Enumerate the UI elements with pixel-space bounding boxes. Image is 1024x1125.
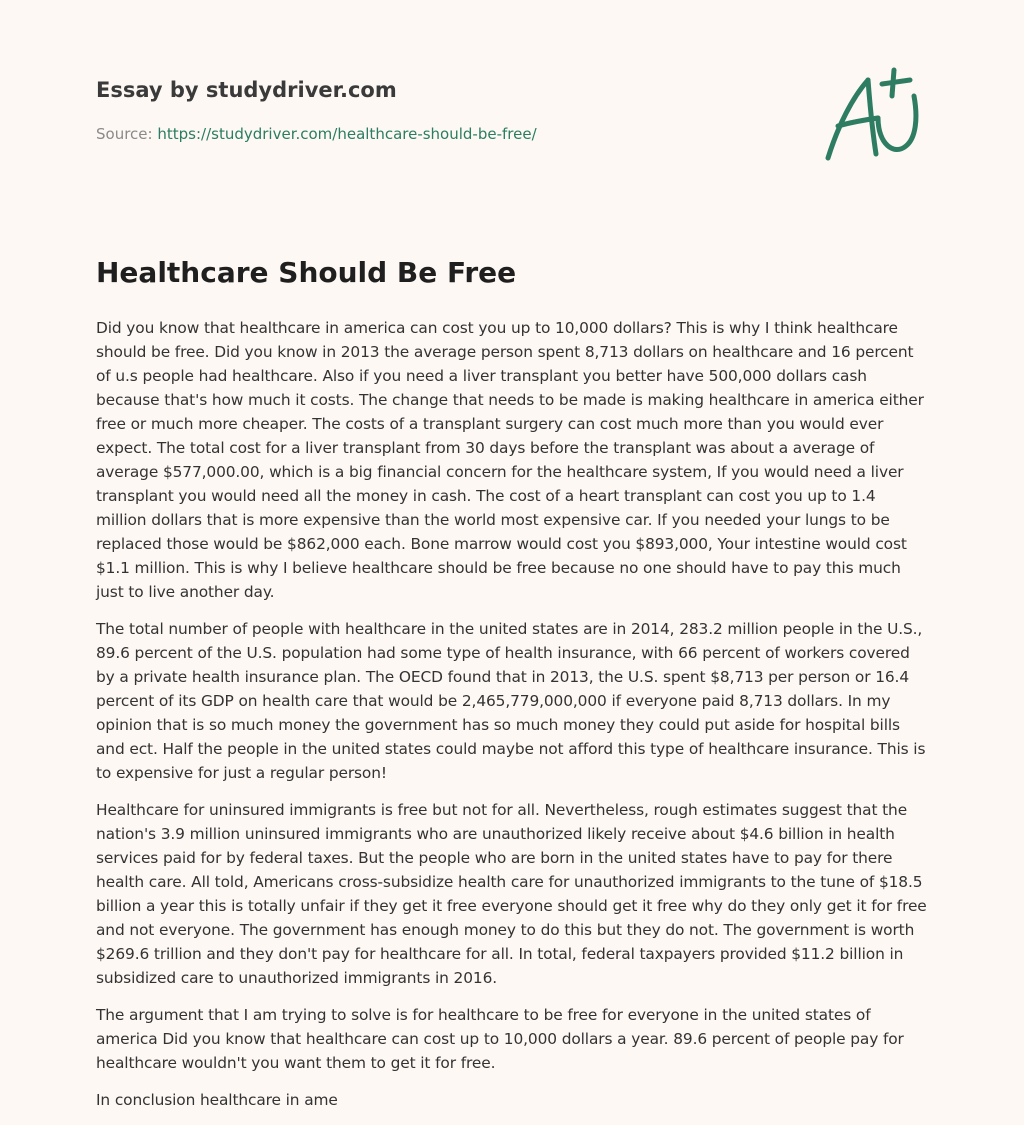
- essay-paragraph: The argument that I am trying to solve is for healthcare to be free for everyone in the united states of america Did you know that healthcare can cost up to 10,000 dollars a year. 89.6 percent of people pay for healthcare wouldn't you want them to get it for free.: [96, 1006, 904, 1072]
- essay-title: Healthcare Should Be Free: [96, 256, 517, 289]
- source-link[interactable]: https://studydriver.com/healthcare-should-be-free/: [157, 125, 537, 143]
- source-line: [96, 124, 796, 144]
- a-plus-logo-icon: [818, 66, 930, 166]
- essay-paragraph: The total number of people with healthcare in the united states are in 2014, 283.2 million people in the U.S., 89.6 percent of the U.S. population had some type of health insurance, with 66 percent of workers covered by a private health insurance plan. The OECD found that in 2013, the U.S. spent $8,713 per person or 16.4 percent of its GDP on health care that would be 2,465,779,000,000 if everyone paid 8,713 dollars. In my opinion that is so much money the government has so much money they could put aside for hospital bills and ect. Half the people in the united states could maybe not afford this type of healthcare insurance. This is to expensive for just a regular person!: [96, 620, 926, 782]
- source-label: Source:: [96, 125, 153, 143]
- essay-body: [96, 316, 930, 1125]
- essay-header: [96, 76, 796, 144]
- essay-paragraph: In conclusion healthcare in ame: [96, 1091, 338, 1109]
- site-title: Essay by studydriver.com: [96, 78, 397, 102]
- essay-paragraph: Healthcare for uninsured immigrants is free but not for all. Nevertheless, rough estimates suggest that the nation's 3.9 million uninsured immigrants who are unauthorized likely receive about $4.6 billion in health services paid for by federal taxes. But the people who are born in the united states have to pay for there health care. All told, Americans cross-subsidize health care for unauthorized immigrants to the tune of $18.5 billion a year this is totally unfair if they get it free everyone should get it free why do they only get it for free and not everyone. The government has enough money to do this but they do not. The government is worth $269.6 trillion and they don't pay for healthcare for all. In total, federal taxpayers provided $11.2 billion in subsidized care to unauthorized immigrants in 2016.: [96, 801, 927, 987]
- essay-paragraph: Did you know that healthcare in america can cost you up to 10,000 dollars? This is why I think healthcare should be free. Did you know in 2013 the average person spent 8,713 dollars on healthcare and 16 percent of u.s people had healthcare. Also if you need a liver transplant you better have 500,000 dollars cash because that's how much it costs. The change that needs to be made is making healthcare in america either free or much more cheaper. The costs of a transplant surgery can cost much more than you would ever expect. The total cost for a liver transplant from 30 days before the transplant was about a average of average $577,000.00, which is a big financial concern for the healthcare system, If you would need a liver transplant you would need all the money in cash. The cost of a heart transplant can cost you up to 1.4 million dollars that is more expensive than the world most expensive car. If you needed your lungs to be replaced those would be $862,000 each. Bone marrow would cost you $893,000, Your intestine would cost $1.1 million. This is why I believe healthcare should be free because no one should have to pay this much just to live another day.: [96, 319, 924, 601]
